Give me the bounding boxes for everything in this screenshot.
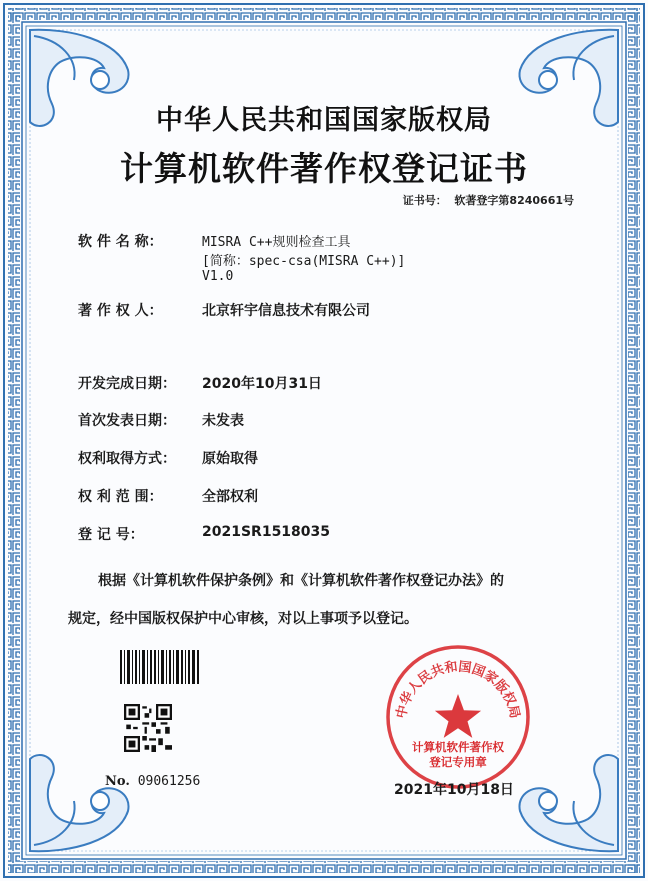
software-name-line: MISRA C++规则检查工具 [202, 235, 351, 250]
issuer-name: 中华人民共和国国家版权局 [156, 105, 492, 136]
field-label: 首次发表日期： [78, 413, 176, 429]
field-value: 2021SR1518035 [202, 524, 331, 540]
issue-date: 2021年10月18日 [394, 782, 514, 798]
statement-line-1: 根据《计算机软件保护条例》和《计算机软件著作权登记办法》的 [98, 573, 504, 589]
field-label: 登 记 号： [78, 527, 144, 543]
seal-ring-text: 中华人民共和国国家版权局 [394, 659, 522, 720]
qr-code [124, 704, 172, 752]
field-value: 未发表 [202, 413, 244, 429]
seal-inner-line-1: 计算机软件著作权 [412, 740, 504, 754]
software-version-line: V1.0 [202, 269, 234, 284]
certificate-number-value: 软著登字第8240661号 [454, 194, 574, 207]
field-label: 软 件 名 称： [78, 234, 163, 250]
certificate-number [403, 192, 574, 208]
corner-ornament-bottom-left [30, 755, 129, 851]
certificate-number-label: 证书号： [402, 194, 447, 207]
statement-line-2: 规定，经中国版权保护中心审核，对以上事项予以登记。 [68, 611, 418, 627]
field-value: 2020年10月31日 [202, 376, 322, 392]
serial-number [105, 774, 200, 789]
field-label: 著 作 权 人： [78, 303, 163, 319]
seal-star [435, 694, 481, 738]
seal-inner-line-2: 登记专用章 [429, 755, 487, 769]
software-short-name-line: [简称：spec-csa(MISRA C++)] [202, 254, 406, 269]
field-value: 全部权利 [202, 489, 258, 505]
field-value: 北京轩宇信息技术有限公司 [202, 303, 370, 319]
serial-value: 09061256 [137, 774, 201, 789]
barcode [120, 650, 200, 684]
field-label: 权 利 范 围： [78, 489, 163, 505]
field-value: 原始取得 [202, 451, 258, 467]
corner-ornament-bottom-right [519, 755, 618, 851]
serial-label: No. [105, 774, 130, 789]
field-label: 开发完成日期： [78, 376, 176, 392]
certificate-title: 计算机软件著作权登记证书 [120, 149, 528, 188]
official-seal [383, 642, 533, 792]
field-label: 权利取得方式： [78, 451, 176, 467]
